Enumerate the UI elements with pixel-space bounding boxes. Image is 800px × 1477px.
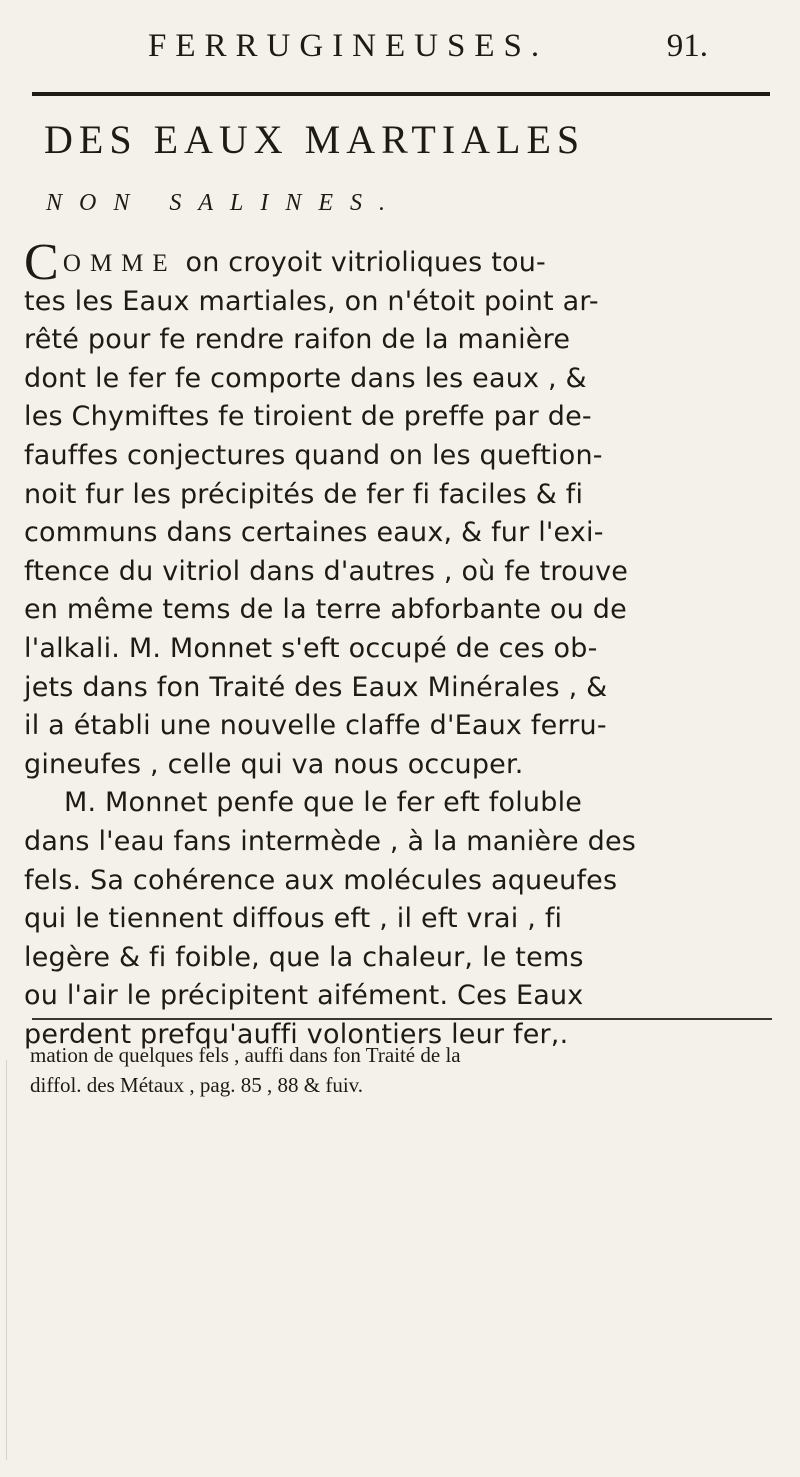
text-line: qui le tiennent diffous eft , il eft vrai , fi <box>24 903 563 935</box>
footnote-line: diffol. des Métaux , pag. 85 , 88 & fuiv. <box>30 1073 364 1097</box>
line-text: on croyoit vitrioliques tou- <box>176 247 546 278</box>
text-line: fauffes conjectures quand on les queftion- <box>24 439 603 471</box>
text-line: ou l'air le précipitent aifément. Ces Eaux <box>24 980 584 1012</box>
text-line: rêté pour fe rendre raifon de la manière <box>24 324 571 356</box>
text-line: gineufes , celle qui va nous occuper. <box>24 748 524 780</box>
text-line: communs dans certaines eaux, & fur l'exi- <box>24 517 604 549</box>
text-line: legère & fi foible, que la chaleur, le tems <box>24 941 584 973</box>
page-number: 91. <box>666 28 708 64</box>
text-line: ftence du vitriol dans d'autres , où fe trouve <box>24 555 629 587</box>
text-line: dans l'eau fans intermède , à la manière des <box>24 825 637 857</box>
text-line: en même tems de la terre abforbante ou de <box>24 594 627 626</box>
body-text <box>24 234 774 1054</box>
section-subtitle: NON SALINES. <box>46 190 403 216</box>
text-line: dont le fer fe comporte dans les eaux , & <box>24 362 587 394</box>
footnote-line: mation de quelques fels , auffi dans fon Traité de la <box>30 1043 461 1067</box>
running-title: FERRUGINEUSES. <box>148 28 549 64</box>
text-line: il a établi une nouvelle claffe d'Eaux ferru- <box>24 710 607 742</box>
text-line: M. Monnet penfe que le fer eft foluble <box>64 787 583 819</box>
text-line: les Chymiftes fe tiroient de preffe par de- <box>24 401 592 433</box>
text-line: fels. Sa cohérence aux molécules aqueufes <box>24 864 618 896</box>
text-line: l'alkali. M. Monnet s'eft occupé de ces ob- <box>24 632 598 664</box>
text-line: tes les Eaux martiales, on n'étoit point ar- <box>24 285 599 317</box>
text-line: perdent prefqu'auffi volontiers leur fer,. <box>24 1018 569 1050</box>
text-line <box>24 234 774 291</box>
small-caps-word: OMME <box>62 250 177 277</box>
footnote <box>30 1040 770 1100</box>
footnote-rule <box>32 1018 772 1020</box>
text-line: jets dans fon Traité des Eaux Minérales , & <box>24 671 608 703</box>
drop-capital: C <box>24 234 59 291</box>
running-head <box>148 28 708 68</box>
page-edge-shadow <box>6 1060 7 1460</box>
section-title: DES EAUX MARTIALES <box>44 117 586 162</box>
header-rule <box>32 92 770 96</box>
text-line: noit fur les précipités de fer fi faciles & fi <box>24 478 584 510</box>
